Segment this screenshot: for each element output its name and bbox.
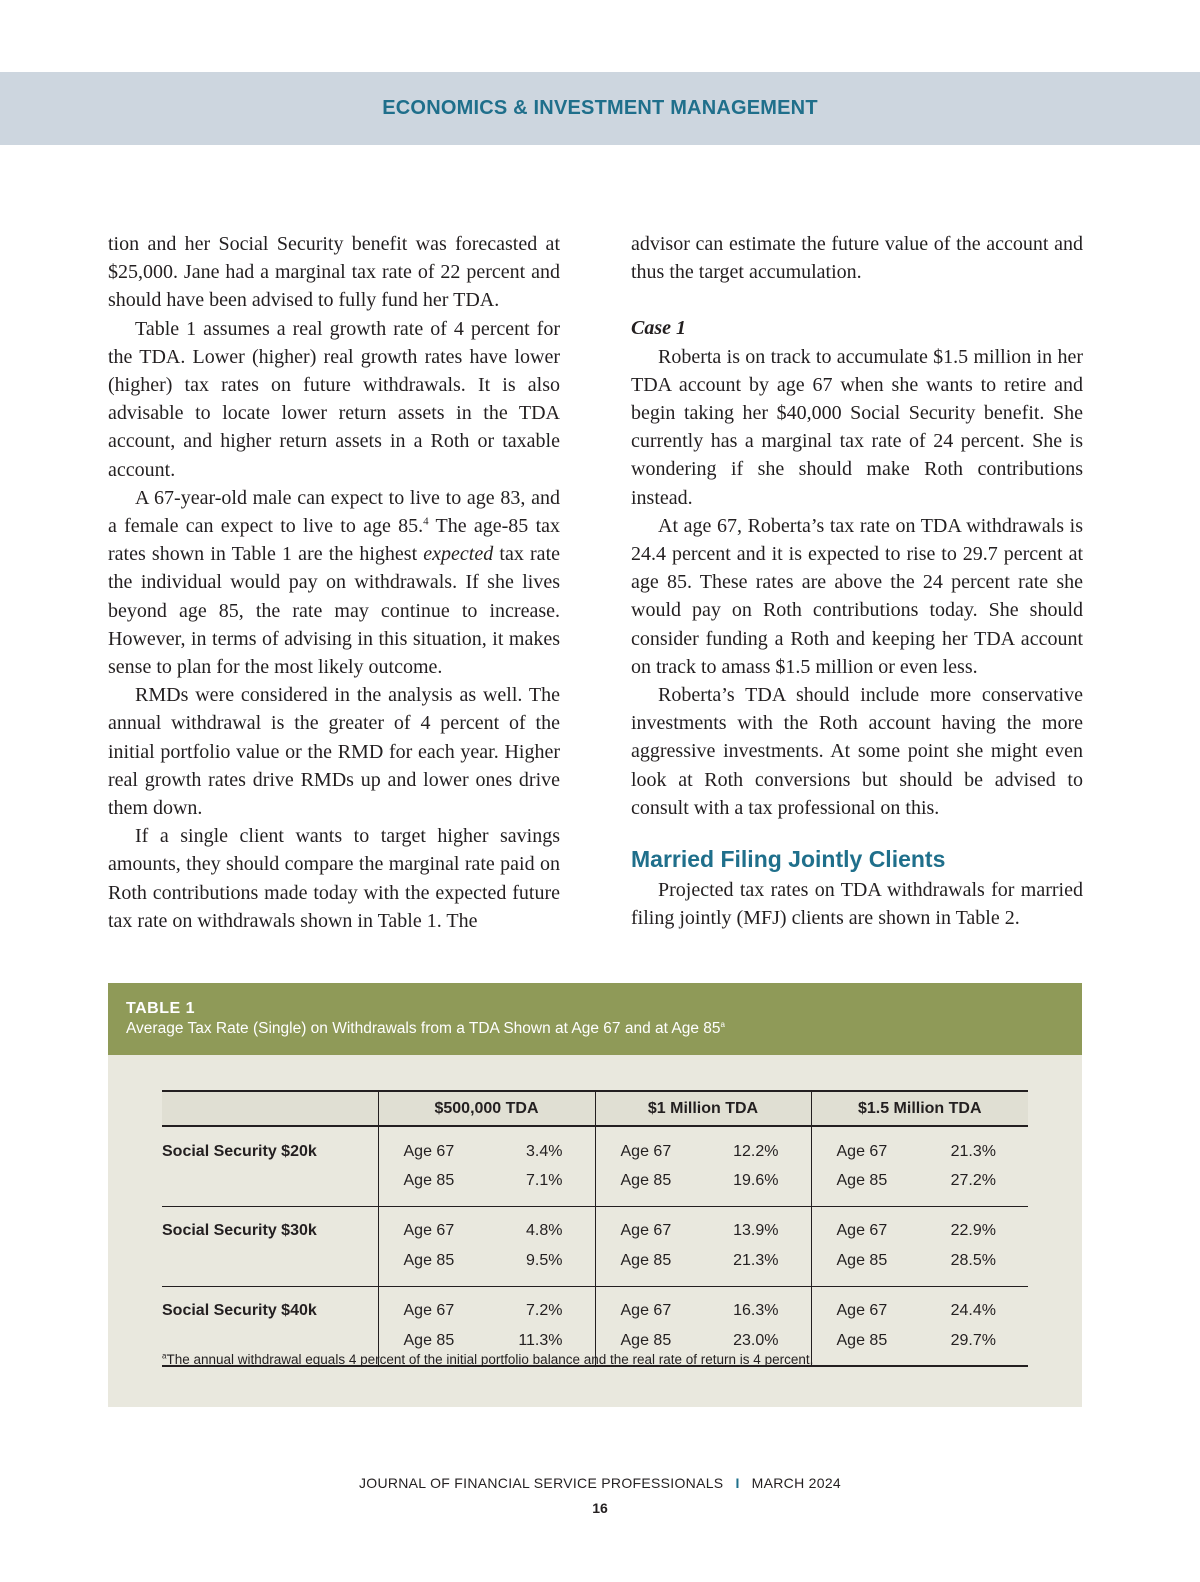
- age-cell: Age 67: [595, 1286, 705, 1326]
- table-row: [162, 1286, 1028, 1326]
- table-header: [108, 983, 1082, 1055]
- page-number: 16: [592, 1500, 608, 1516]
- rate-cell: 12.2%: [733, 1142, 779, 1160]
- age-cell: Age 67: [811, 1126, 921, 1166]
- age-cell: Age 67: [595, 1126, 705, 1166]
- rate-cell: 22.9%: [950, 1222, 996, 1240]
- footer-separator: I: [735, 1475, 740, 1491]
- case-heading: Case 1: [631, 317, 686, 340]
- paragraph: [108, 484, 560, 681]
- text-run: tax rate the individual would pay on withdrawals. If she lives beyond age 85, the rate may continue to increase. However, in terms of advising in this situation, it makes sense to plan for the most likely outcome.: [108, 543, 560, 679]
- journal-name: JOURNAL OF FINANCIAL SERVICE PROFESSIONALS: [358, 1475, 724, 1491]
- text-run: A 67-year-old male can expect to live to age 83, and a female can expect to live to age 85.: [108, 486, 560, 538]
- spacer: [631, 286, 1083, 314]
- rate-cell: 11.3%: [488, 1326, 595, 1366]
- section-title: ECONOMICS & INVESTMENT MANAGEMENT: [382, 97, 818, 119]
- rate-cell: 29.7%: [921, 1326, 1028, 1366]
- rate-cell: 19.6%: [705, 1166, 811, 1206]
- row-label: Social Security $40k: [162, 1302, 317, 1320]
- table-1: [108, 983, 1082, 1407]
- header-cell-empty: [162, 1091, 378, 1126]
- table-row: [162, 1126, 1028, 1166]
- age-cell: Age 67: [378, 1286, 488, 1326]
- rate-cell: 23.0%: [705, 1326, 811, 1366]
- page-footer: [0, 1475, 1200, 1491]
- age-cell: Age 67: [378, 1206, 488, 1246]
- rate-cell: 28.5%: [921, 1246, 1028, 1286]
- left-column: [108, 230, 560, 935]
- age-cell: Age 67: [378, 1126, 488, 1166]
- age-cell: Age 85: [811, 1246, 921, 1286]
- age-cell: Age 67: [811, 1206, 921, 1246]
- rate-cell: 7.2%: [526, 1302, 563, 1320]
- footnote-text: The annual withdrawal equals 4 percent of the initial portfolio balance and the real rate of return is 4 percent.: [166, 1352, 814, 1367]
- rate-cell: 27.2%: [921, 1166, 1028, 1206]
- footnote-mark: a: [162, 1351, 167, 1361]
- age-cell: Age 85: [811, 1326, 921, 1366]
- paragraph: Roberta is on track to accumulate $1.5 million in her TDA account by age 67 when she wants to retire and begin taking her $40,000 Social Security benefit. She currently has a marginal tax rate of 24 percent. She is wondering if she should make Roth contributions instead.: [631, 345, 1083, 509]
- rate-cell: 16.3%: [733, 1302, 779, 1320]
- right-column: [631, 230, 1083, 932]
- paragraph: advisor can estimate the future value of the account and thus the target accumulation.: [631, 233, 1083, 284]
- age-cell: Age 85: [595, 1326, 705, 1366]
- column-header: $1 Million TDA: [595, 1091, 811, 1126]
- age-cell: Age 85: [595, 1246, 705, 1286]
- table-label: TABLE 1: [126, 1000, 195, 1017]
- column-header: $500,000 TDA: [378, 1091, 595, 1126]
- table-row: [162, 1166, 1028, 1206]
- paragraph: tion and her Social Security benefit was forecasted at $25,000. Jane had a marginal tax rate of 22 percent and should have been advised to fully fund her TDA.: [108, 233, 560, 312]
- age-cell: Age 67: [595, 1206, 705, 1246]
- row-label-empty: [162, 1166, 378, 1206]
- rate-cell: 13.9%: [733, 1222, 779, 1240]
- row-label: Social Security $20k: [162, 1142, 317, 1160]
- age-cell: Age 85: [811, 1166, 921, 1206]
- rate-cell: 21.3%: [705, 1246, 811, 1286]
- caption-text: Average Tax Rate (Single) on Withdrawals from a TDA Shown at Age 67 and at Age 85: [126, 1020, 721, 1037]
- text-run: The age-85 tax rates shown in Table 1 are the highest: [108, 515, 560, 566]
- age-cell: Age 85: [378, 1166, 488, 1206]
- rate-cell: 3.4%: [526, 1142, 563, 1160]
- table-caption: [126, 1020, 725, 1038]
- table-row: [162, 1246, 1028, 1286]
- paragraph: RMDs were considered in the analysis as well. The annual withdrawal is the greater of 4 percent of the initial portfolio value or the RMD for each year. Higher real growth rates drive RMDs up and lower ones drive them down.: [108, 684, 560, 820]
- caption-ref: a: [720, 1019, 725, 1029]
- rate-cell: 9.5%: [488, 1246, 595, 1286]
- footnote-ref: 4: [423, 515, 429, 528]
- section-heading: Married Filing Jointly Clients: [631, 846, 946, 873]
- paragraph: If a single client wants to target higher savings amounts, they should compare the marginal rate paid on Roth contributions made today with the expected future tax rate on withdrawals shown in Table 1. The: [108, 825, 560, 932]
- paragraph: At age 67, Roberta’s tax rate on TDA withdrawals is 24.4 percent and it is expected to rise to 29.7 percent at age 85. These rates are above the 24 percent rate she would pay on Roth contributions today. She should consider funding a Roth and keeping her TDA account on track to amass $1.5 million or even less.: [631, 514, 1083, 678]
- age-cell: Age 85: [378, 1326, 488, 1366]
- age-cell: Age 67: [811, 1286, 921, 1326]
- row-label: Social Security $30k: [162, 1222, 317, 1240]
- emphasis: expected: [423, 543, 494, 566]
- paragraph: Roberta’s TDA should include more conservative investments with the Roth account having the more aggressive investments. At some point she might even look at Roth conversions but should be advised to consult with a tax professional on this.: [631, 684, 1083, 819]
- table-row: [162, 1206, 1028, 1246]
- rate-cell: 21.3%: [950, 1142, 996, 1160]
- paragraph: Table 1 assumes a real growth rate of 4 percent for the TDA. Lower (higher) real growth rates have lower (higher) tax rates on future withdrawals. It is also advisable to locate lower return assets in the TDA account, and higher return assets in a Roth or taxable account.: [108, 317, 560, 481]
- tax-rate-table: [162, 1090, 1028, 1367]
- age-cell: Age 85: [595, 1166, 705, 1206]
- table-header-row: [162, 1091, 1028, 1126]
- row-label-empty: [162, 1246, 378, 1286]
- age-cell: Age 85: [378, 1246, 488, 1286]
- rate-cell: 7.1%: [488, 1166, 595, 1206]
- column-header: $1.5 Million TDA: [811, 1091, 1028, 1126]
- table-footnote: [162, 1352, 813, 1367]
- rate-cell: 24.4%: [950, 1302, 996, 1320]
- paragraph: Projected tax rates on TDA withdrawals for married filing jointly (MFJ) clients are shown in Table 2.: [631, 879, 1083, 930]
- rate-cell: 4.8%: [526, 1222, 563, 1240]
- issue-date: MARCH 2024: [751, 1475, 842, 1491]
